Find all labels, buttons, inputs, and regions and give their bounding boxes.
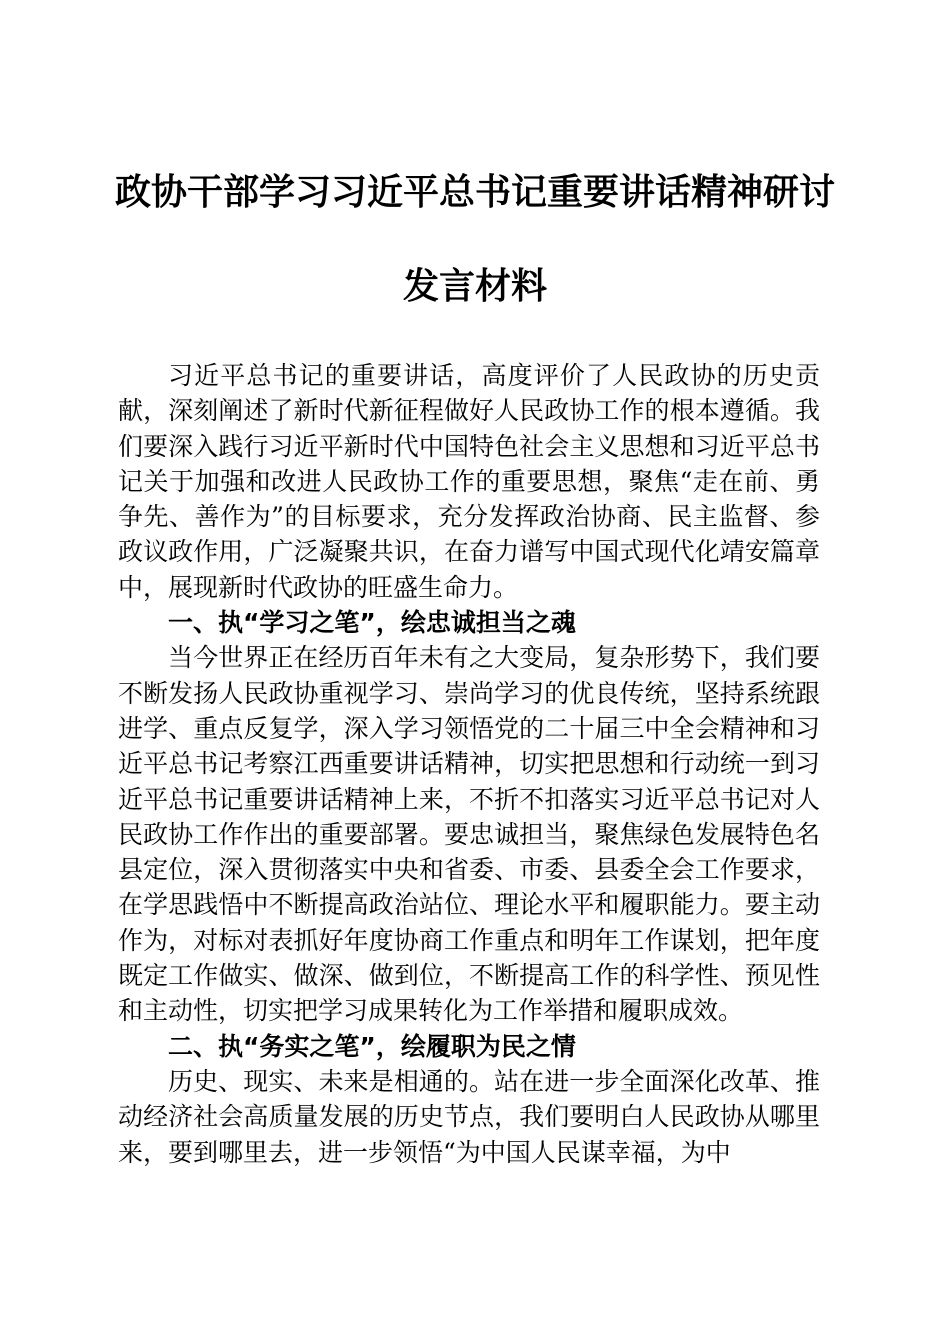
document-title-line-2: 发言材料 — [402, 265, 547, 307]
section-2-paragraph: 历史、现实、未来是相通的。站在进一步全面深化改革、推动经济社会高质量发展的历史节点，我们要明白人民政协从哪里来，要到哪里去，进一步领悟“为中国人民谋幸福，为中 — [118, 1066, 820, 1167]
section-2-heading: 二、执“务实之笔”，绘履职为民之情 — [168, 1031, 576, 1061]
intro-paragraph: 习近平总书记的重要讲话，高度评价了人民政协的历史贡献，深刻阐述了新时代新征程做好人民政协工作的根本遵循。我们要深入践行习近平新时代中国特色社会主义思想和习近平总书记关于加强和改进人民政协工作的重要思想，聚焦“走在前、勇争先、善作为”的目标要求，充分发挥政治协商、民主监督、参政议政作用，广泛凝聚共识，在奋力谱写中国式现代化靖安篇章中，展现新时代政协的旺盛生命力。 — [118, 361, 820, 602]
section-1-heading: 一、执“学习之笔”，绘忠诚担当之魂 — [168, 608, 576, 638]
document-body — [118, 358, 820, 1170]
section-1-paragraph: 当今世界正在经历百年未有之大变局，复杂形势下，我们要不断发扬人民政协重视学习、崇尚学习的优良传统，坚持系统跟进学、重点反复学，深入学习领悟党的二十届三中全会精神和习近平总书记考察江西重要讲话精神，切实把思想和行动统一到习近平总书记重要讲话精神上来，不折不扣落实习近平总书记对人民政协工作作出的重要部署。要忠诚担当，聚焦绿色发展特色名县定位，深入贯彻落实中央和省委、市委、县委全会工作要求，在学思践悟中不断提高政治站位、理论水平和履职能力。要主动作为，对标对表抓好年度协商工作重点和明年工作谋划，把年度既定工作做实、做深、做到位，不断提高工作的科学性、预见性和主动性，切实把学习成果转化为工作举措和履职成效。 — [118, 643, 820, 1026]
document-title-line-1: 政协干部学习习近平总书记重要讲话精神研讨 — [114, 171, 835, 213]
